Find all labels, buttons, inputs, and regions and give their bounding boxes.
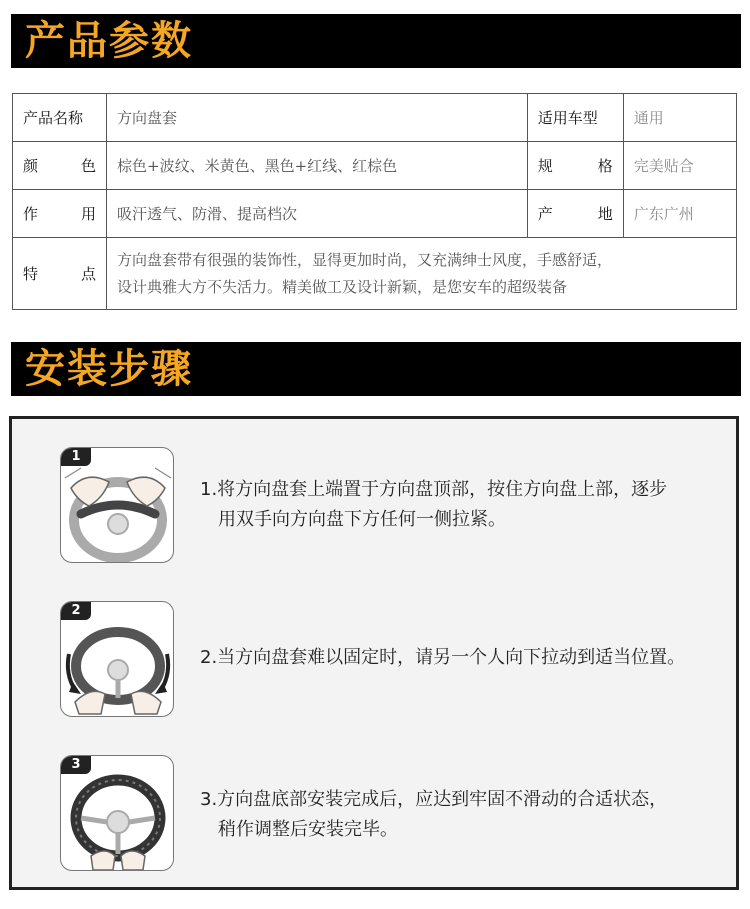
params-table bbox=[12, 93, 737, 310]
step-1-line-2: 用双手向方向盘下方任何一侧拉紧。 bbox=[218, 509, 506, 530]
table-row bbox=[13, 190, 737, 238]
step-2-line-1: 2.当方向盘套难以固定时，请另一个人向下拉动到适当位置。 bbox=[200, 647, 686, 668]
origin-label: 产 地 bbox=[527, 190, 623, 238]
model-label: 适用车型 bbox=[527, 94, 623, 142]
name-label: 产品名称 bbox=[13, 94, 107, 142]
model-value: 通用 bbox=[623, 94, 736, 142]
use-value: 吸汗透气、防滑、提高档次 bbox=[107, 190, 528, 238]
feature-label: 特 点 bbox=[13, 238, 107, 310]
section-title-install: 安装步骤 bbox=[25, 346, 193, 392]
step-1-illustration bbox=[60, 447, 174, 563]
step-2-text bbox=[200, 643, 720, 673]
table-row bbox=[13, 142, 737, 190]
use-label: 作 用 bbox=[13, 190, 107, 238]
table-row bbox=[13, 238, 737, 310]
feature-line-2: 设计典雅大方不失活力。精美做工及设计新颖，是您安车的超级装备 bbox=[117, 277, 568, 296]
section-banner-install bbox=[11, 342, 741, 396]
color-label: 颜 色 bbox=[13, 142, 107, 190]
spec-label: 规 格 bbox=[527, 142, 623, 190]
step-number-badge: 3 bbox=[61, 756, 91, 774]
step-number-badge: 2 bbox=[61, 602, 91, 620]
name-value: 方向盘套 bbox=[107, 94, 528, 142]
step-1-line-1: 1.将方向盘套上端置于方向盘顶部，按住方向盘上部，逐步 bbox=[200, 479, 668, 500]
origin-value: 广东广州 bbox=[623, 190, 736, 238]
section-title-params: 产品参数 bbox=[25, 18, 193, 64]
step-number-badge: 1 bbox=[61, 448, 91, 466]
step-3-illustration bbox=[60, 755, 174, 871]
table-row bbox=[13, 94, 737, 142]
step-3-text bbox=[200, 785, 720, 845]
feature-value bbox=[107, 238, 737, 310]
section-banner-params bbox=[11, 14, 741, 68]
install-steps-panel bbox=[9, 416, 739, 890]
step-1-text bbox=[200, 475, 720, 535]
step-2-illustration bbox=[60, 601, 174, 717]
color-value: 棕色+波纹、米黄色、黑色+红线、红棕色 bbox=[107, 142, 528, 190]
feature-line-1: 方向盘套带有很强的装饰性，显得更加时尚，又充满绅士风度，手感舒适， bbox=[117, 250, 613, 269]
step-3-line-2: 稍作调整后安装完毕。 bbox=[218, 819, 398, 840]
step-3-line-1: 3.方向盘底部安装完成后，应达到牢固不滑动的合适状态， bbox=[200, 789, 668, 810]
spec-value: 完美贴合 bbox=[623, 142, 736, 190]
